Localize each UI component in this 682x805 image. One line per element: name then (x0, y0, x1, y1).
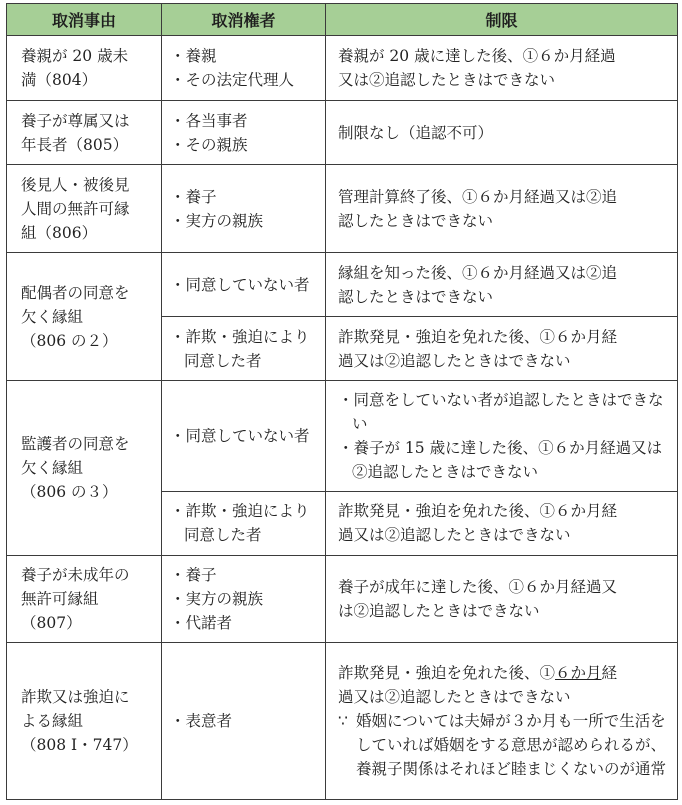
note-text: 婚姻については夫婦が３か月も一所で生活をしていれば婚姻をする意思が認められるが、養親子関係はそれほど睦まじくないのが通常 (356, 711, 667, 778)
holder-cell (162, 381, 326, 491)
holder-cell (162, 36, 326, 101)
holder-cell (162, 317, 326, 381)
holder-item: ・代諾者 (170, 613, 233, 632)
holder-item: ・同意していない者 (170, 275, 310, 294)
holder-item: ・実方の親族 (170, 211, 264, 230)
limit-line: 過又は②追認したときはできない (338, 351, 571, 370)
table-row (7, 555, 678, 642)
limit-cell (326, 253, 678, 317)
holder-cell (162, 165, 326, 253)
holder-cell (162, 491, 326, 555)
limit-cell (326, 101, 678, 165)
reason-line: 年長者（805） (21, 135, 129, 154)
because-mark: ∵ (338, 711, 348, 730)
limit-line: 制限なし（追認不可） (338, 123, 494, 142)
reason-line: 後見人・被後見 (21, 175, 130, 194)
table-row (7, 253, 678, 317)
reason-line: 養子が未成年の (21, 565, 130, 584)
table-row (7, 36, 678, 101)
table-row (7, 381, 678, 491)
holder-item: ・実方の親族 (170, 589, 264, 608)
holder-item: ・詐欺・強迫により同意した者 (170, 327, 310, 370)
holder-item: ・養子 (170, 187, 217, 206)
limit-cell (326, 165, 678, 253)
reason-line: （806 の３） (21, 483, 118, 502)
reason-line: 欠く縁組 (21, 307, 84, 326)
reason-cell (7, 381, 162, 555)
limit-line: 管理計算終了後、①６か月経過又は②追 (338, 187, 618, 206)
limit-line: 認したときはできない (338, 211, 494, 230)
holder-item: ・養子 (170, 565, 217, 584)
cancellation-table (6, 3, 678, 800)
limit-cell (326, 491, 678, 555)
reason-line: 満（804） (21, 71, 98, 90)
holder-item: ・表意者 (170, 711, 233, 730)
reason-cell (7, 253, 162, 381)
table-row (7, 642, 678, 799)
limit-cell (326, 36, 678, 101)
limit-cell (326, 317, 678, 381)
limit-line: 詐欺発見・強迫を免れた後、①６か月経 (338, 502, 618, 521)
reason-line: 欠く縁組 (21, 459, 84, 478)
holder-cell (162, 555, 326, 642)
limit-line (338, 661, 671, 685)
reason-line: （808 Ⅰ・747） (21, 735, 138, 754)
header-row (7, 4, 678, 36)
reason-cell (7, 36, 162, 101)
reason-line: （806 の２） (21, 331, 118, 350)
limit-cell (326, 555, 678, 642)
table-row (7, 101, 678, 165)
holder-item: ・各当事者 (170, 111, 248, 130)
underlined-period: ６か月 (555, 663, 602, 682)
header-reason: 取消事由 (7, 4, 162, 36)
limit-item: ・養子が 15 歳に達した後、①６か月経過又は②追認したときはできない (338, 438, 663, 481)
reason-cell (7, 642, 162, 799)
reason-line: 人間の無許可縁 (21, 199, 130, 218)
limit-text-post: 経 (601, 663, 618, 682)
limit-line: 詐欺発見・強迫を免れた後、①６か月経 (338, 327, 618, 346)
reason-line: 配偶者の同意を (21, 283, 130, 302)
limit-text-pre: 詐欺発見・強迫を免れた後、① (338, 663, 556, 682)
holder-cell (162, 101, 326, 165)
reason-line: 監護者の同意を (21, 435, 130, 454)
limit-line: 養子が成年に達した後、①６か月経過又 (338, 577, 618, 596)
limit-line: 認したときはできない (338, 287, 494, 306)
reason-cell (7, 165, 162, 253)
holder-item: ・養親 (170, 47, 217, 66)
reason-line: （807） (21, 613, 82, 632)
reason-cell (7, 555, 162, 642)
reason-line: よる縁組 (21, 711, 84, 730)
limit-line: 縁組を知った後、①６か月経過又は②追 (338, 263, 618, 282)
limit-line: 又は②追認したときはできない (338, 71, 556, 90)
holder-item: ・その法定代理人 (170, 71, 295, 90)
limit-item: ・同意をしていない者が追認したときはできない (338, 390, 664, 433)
holder-cell (162, 253, 326, 317)
holder-item: ・その親族 (170, 135, 248, 154)
holder-item: ・同意していない者 (170, 426, 310, 445)
limit-line: は②追認したときはできない (338, 601, 540, 620)
limit-line: 過又は②追認したときはできない (338, 687, 571, 706)
limit-cell (326, 381, 678, 491)
holder-item: ・詐欺・強迫により同意した者 (170, 502, 310, 545)
reason-note (338, 709, 671, 781)
table-row (7, 165, 678, 253)
limit-line: 養親が 20 歳に達した後、①６か月経過 (338, 47, 616, 66)
reason-line: 養親が 20 歳未 (21, 47, 129, 66)
limit-cell (326, 642, 678, 799)
reason-line: 養子が尊属又は (21, 111, 130, 130)
reason-line: 無許可縁組 (21, 589, 99, 608)
header-holder: 取消権者 (162, 4, 326, 36)
header-limit: 制限 (326, 4, 678, 36)
reason-line: 詐欺又は強迫に (21, 687, 130, 706)
holder-cell (162, 642, 326, 799)
reason-line: 組（806） (21, 223, 98, 242)
limit-line: 過又は②追認したときはできない (338, 526, 571, 545)
reason-cell (7, 101, 162, 165)
